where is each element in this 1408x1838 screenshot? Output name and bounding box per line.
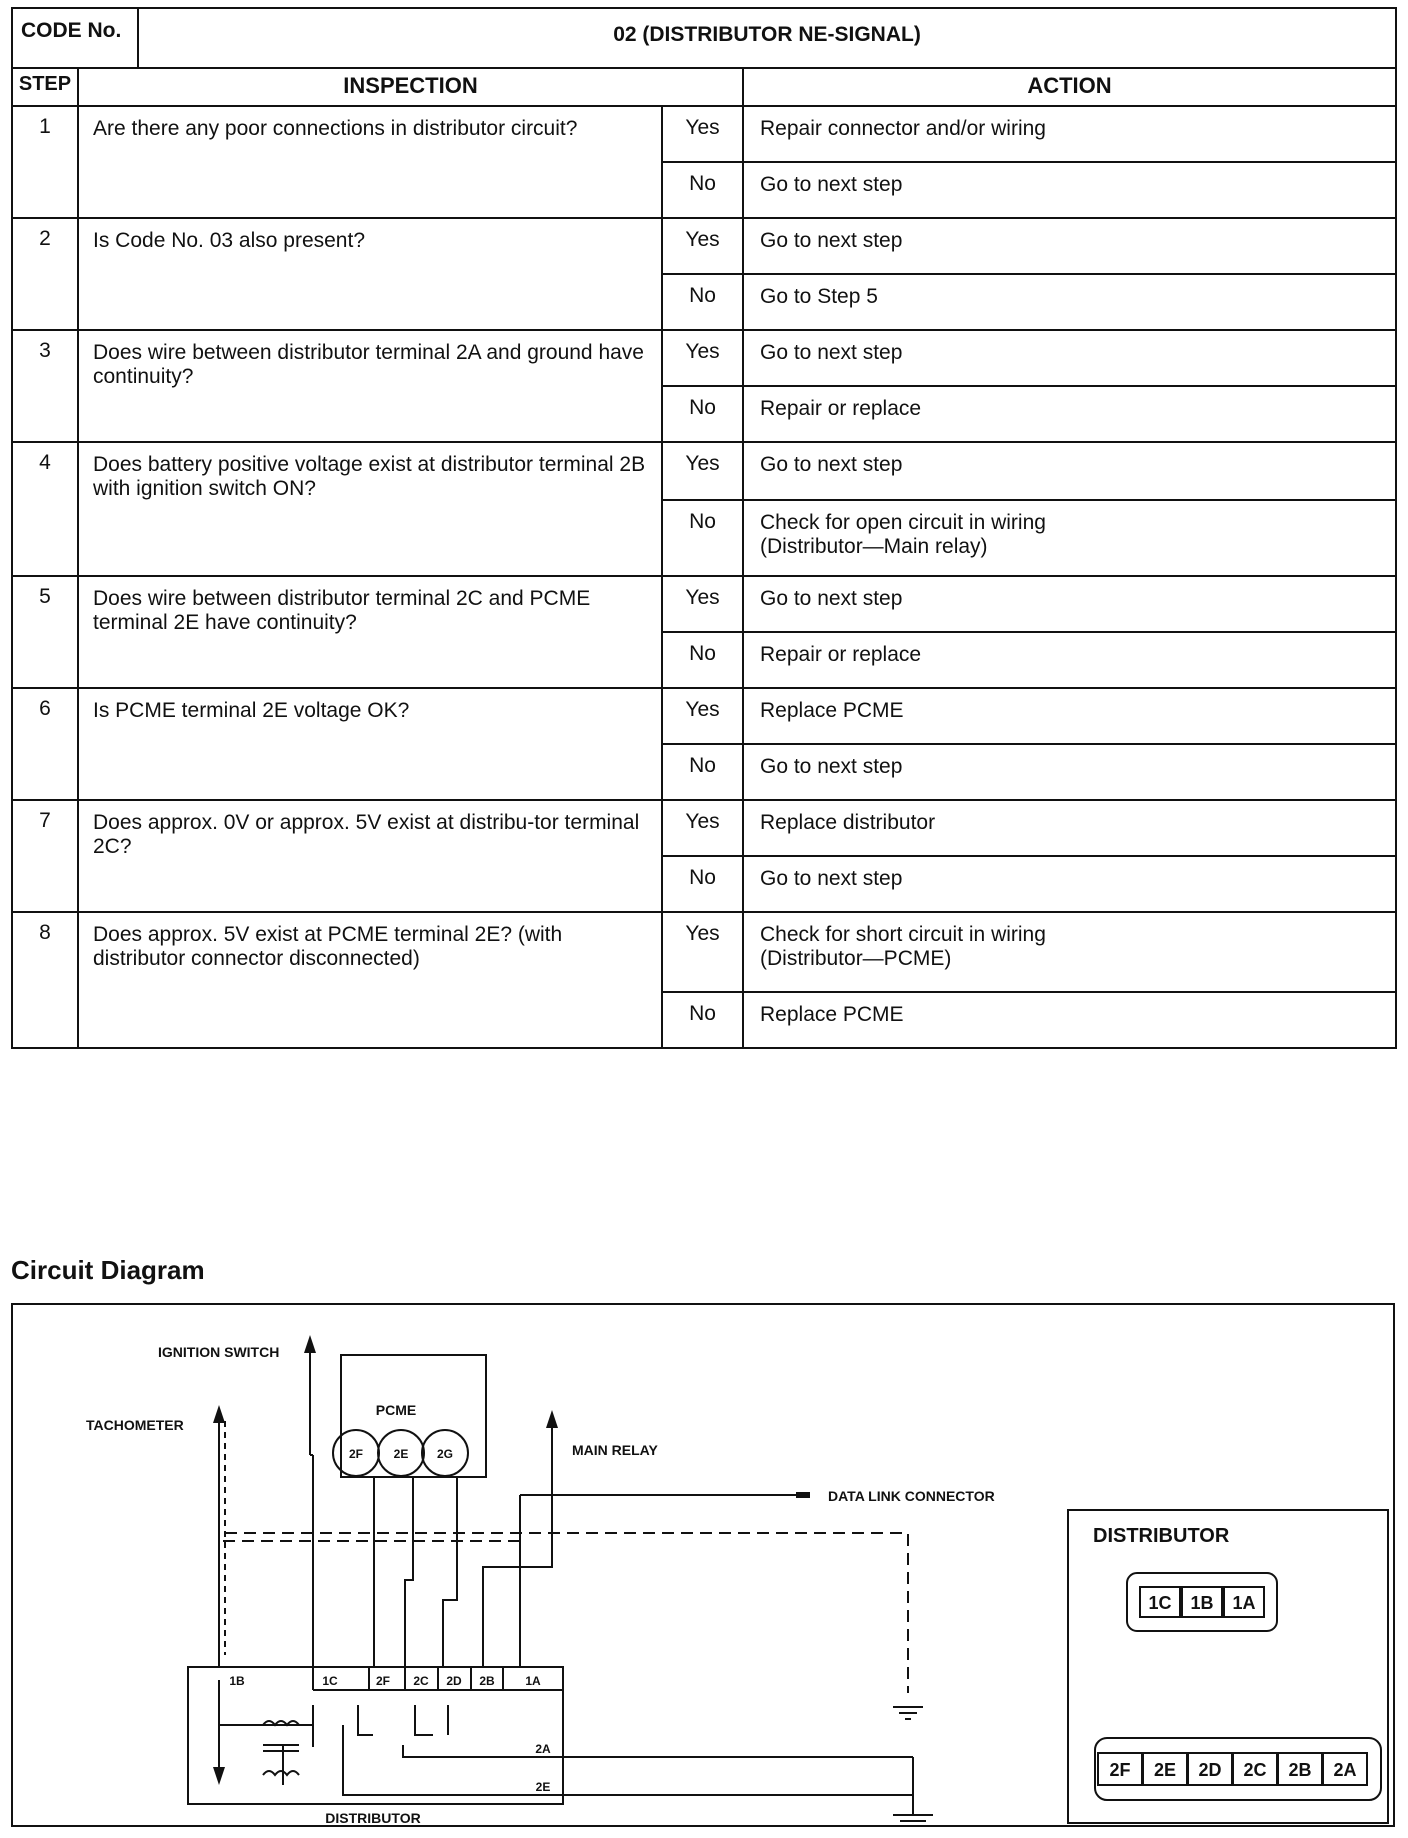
distributor-terminal-label: 2D xyxy=(446,1674,462,1688)
answer-no: No xyxy=(662,992,743,1048)
action-line: (Distributor—PCME) xyxy=(760,947,952,970)
distributor-terminal-label: 2C xyxy=(413,1674,429,1688)
label-ignition-switch: IGNITION SWITCH xyxy=(158,1344,280,1360)
answer-no: No xyxy=(662,500,743,576)
step-inspection: Is PCME terminal 2E voltage OK? xyxy=(78,688,662,800)
answer-yes: Yes xyxy=(662,800,743,856)
step-inspection: Does wire between distributor terminal 2C and PCME terminal 2E have continuity? xyxy=(78,576,662,688)
action-line: Repair connector and/or wiring xyxy=(760,117,1046,140)
step-inspection: Does battery positive voltage exist at distributor terminal 2B with ignition switch ON? xyxy=(78,442,662,576)
action-no xyxy=(743,162,1396,218)
action-no xyxy=(743,386,1396,442)
action-no xyxy=(743,274,1396,330)
action-yes xyxy=(743,800,1396,856)
answer-no: No xyxy=(662,274,743,330)
action-yes xyxy=(743,688,1396,744)
action-yes xyxy=(743,330,1396,386)
step-inspection: Are there any poor connections in distributor circuit? xyxy=(78,106,662,218)
inspection-header: INSPECTION xyxy=(78,68,743,106)
step-row xyxy=(12,330,1396,386)
action-line: Replace PCME xyxy=(760,1003,904,1026)
action-yes xyxy=(743,106,1396,162)
connector-pin-label: 2F xyxy=(1109,1760,1131,1780)
step-number: 1 xyxy=(12,106,78,218)
code-label: CODE No. xyxy=(12,8,138,68)
distributor-terminal-label: 2F xyxy=(375,1674,391,1688)
pcme-pin-labels xyxy=(349,1447,453,1461)
pcme-pin-label: 2G xyxy=(436,1447,454,1461)
distributor-terminal-label: 1A xyxy=(525,1674,541,1688)
answer-no: No xyxy=(662,744,743,800)
output-terminal-label: 2A xyxy=(535,1742,551,1756)
action-line: Repair or replace xyxy=(760,397,922,420)
action-line: Go to Step 5 xyxy=(760,285,878,308)
label-tachometer: TACHOMETER xyxy=(86,1417,184,1433)
answer-yes: Yes xyxy=(662,912,743,992)
answer-no: No xyxy=(662,856,743,912)
diagnosis-table xyxy=(11,7,1397,1049)
connector-pin-label: 1C xyxy=(1148,1593,1172,1613)
action-line: (Distributor—Main relay) xyxy=(760,535,988,558)
step-inspection: Does approx. 0V or approx. 5V exist at distribu-tor terminal 2C? xyxy=(78,800,662,912)
circuit-diagram-title: Circuit Diagram xyxy=(11,1255,205,1285)
distributor-terminal-label: 1B xyxy=(229,1674,245,1688)
action-line: Repair or replace xyxy=(760,643,922,666)
output-terminal-label: 2E xyxy=(535,1780,551,1794)
answer-no: No xyxy=(662,386,743,442)
action-yes xyxy=(743,442,1396,500)
answer-no: No xyxy=(662,162,743,218)
answer-yes: Yes xyxy=(662,442,743,500)
step-row xyxy=(12,912,1396,992)
action-yes xyxy=(743,218,1396,274)
step-inspection: Is Code No. 03 also present? xyxy=(78,218,662,330)
step-row xyxy=(12,688,1396,744)
action-header: ACTION xyxy=(743,68,1396,106)
output-terminal-labels xyxy=(535,1742,551,1794)
distributor-terminal-labels xyxy=(229,1674,541,1688)
step-row xyxy=(12,442,1396,500)
action-line: Go to next step xyxy=(760,755,903,778)
pcme-pin-label: 2F xyxy=(348,1447,364,1461)
answer-yes: Yes xyxy=(662,218,743,274)
action-no xyxy=(743,744,1396,800)
action-no xyxy=(743,500,1396,576)
action-line: Check for short circuit in wiring xyxy=(760,923,1046,946)
action-line: Check for open circuit in wiring xyxy=(760,511,1046,534)
answer-yes: Yes xyxy=(662,688,743,744)
step-number: 5 xyxy=(12,576,78,688)
connector-pin-label: 1A xyxy=(1232,1593,1256,1613)
step-number: 2 xyxy=(12,218,78,330)
step-row xyxy=(12,800,1396,856)
action-line: Go to next step xyxy=(760,229,903,252)
connector-pin-label: 2A xyxy=(1333,1760,1357,1780)
label-main-relay: MAIN RELAY xyxy=(572,1442,658,1458)
label-pcme: PCME xyxy=(375,1402,417,1418)
step-row xyxy=(12,576,1396,632)
action-line: Go to next step xyxy=(760,587,903,610)
answer-yes: Yes xyxy=(662,576,743,632)
action-line: Go to next step xyxy=(760,173,903,196)
connector-pin-label: 2C xyxy=(1243,1760,1267,1780)
action-no xyxy=(743,992,1396,1048)
step-inspection: Does wire between distributor terminal 2A and ground have continuity? xyxy=(78,330,662,442)
action-no xyxy=(743,632,1396,688)
step-number: 4 xyxy=(12,442,78,576)
connector-pin-label: 2B xyxy=(1288,1760,1312,1780)
action-yes xyxy=(743,576,1396,632)
label-distributor: DISTRIBUTOR xyxy=(325,1810,421,1825)
step-row xyxy=(12,218,1396,274)
step-number: 6 xyxy=(12,688,78,800)
connector-pin-label: 2D xyxy=(1198,1760,1222,1780)
code-value: 02 (DISTRIBUTOR NE-SIGNAL) xyxy=(138,8,1396,68)
connector-bottom-pins xyxy=(1098,1753,1367,1785)
connector-top-pins xyxy=(1140,1587,1264,1617)
connector-pin-label: 1B xyxy=(1190,1593,1214,1613)
distributor-terminal-label: 1C xyxy=(322,1674,338,1688)
action-line: Go to next step xyxy=(760,341,903,364)
step-number: 7 xyxy=(12,800,78,912)
distributor-terminal-label: 2B xyxy=(479,1674,495,1688)
action-no xyxy=(743,856,1396,912)
answer-yes: Yes xyxy=(662,106,743,162)
answer-yes: Yes xyxy=(662,330,743,386)
answer-no: No xyxy=(662,632,743,688)
step-header: STEP xyxy=(12,68,78,106)
connector-title: DISTRIBUTOR xyxy=(1093,1525,1230,1547)
circuit-diagram-svg xyxy=(13,1305,1393,1825)
connector-pin-label: 2E xyxy=(1153,1760,1177,1780)
action-line: Replace PCME xyxy=(760,699,904,722)
pcme-pin-label: 2E xyxy=(393,1447,409,1461)
step-number: 3 xyxy=(12,330,78,442)
step-inspection: Does approx. 5V exist at PCME terminal 2E? (with distributor connector disconnected) xyxy=(78,912,662,1048)
action-yes xyxy=(743,912,1396,992)
steps-body xyxy=(12,106,1396,1048)
action-line: Replace distributor xyxy=(760,811,936,834)
action-line: Go to next step xyxy=(760,453,903,476)
circuit-diagram xyxy=(11,1303,1395,1827)
label-data-link: DATA LINK CONNECTOR xyxy=(828,1488,995,1504)
action-line: Go to next step xyxy=(760,867,903,890)
step-row xyxy=(12,106,1396,162)
step-number: 8 xyxy=(12,912,78,1048)
